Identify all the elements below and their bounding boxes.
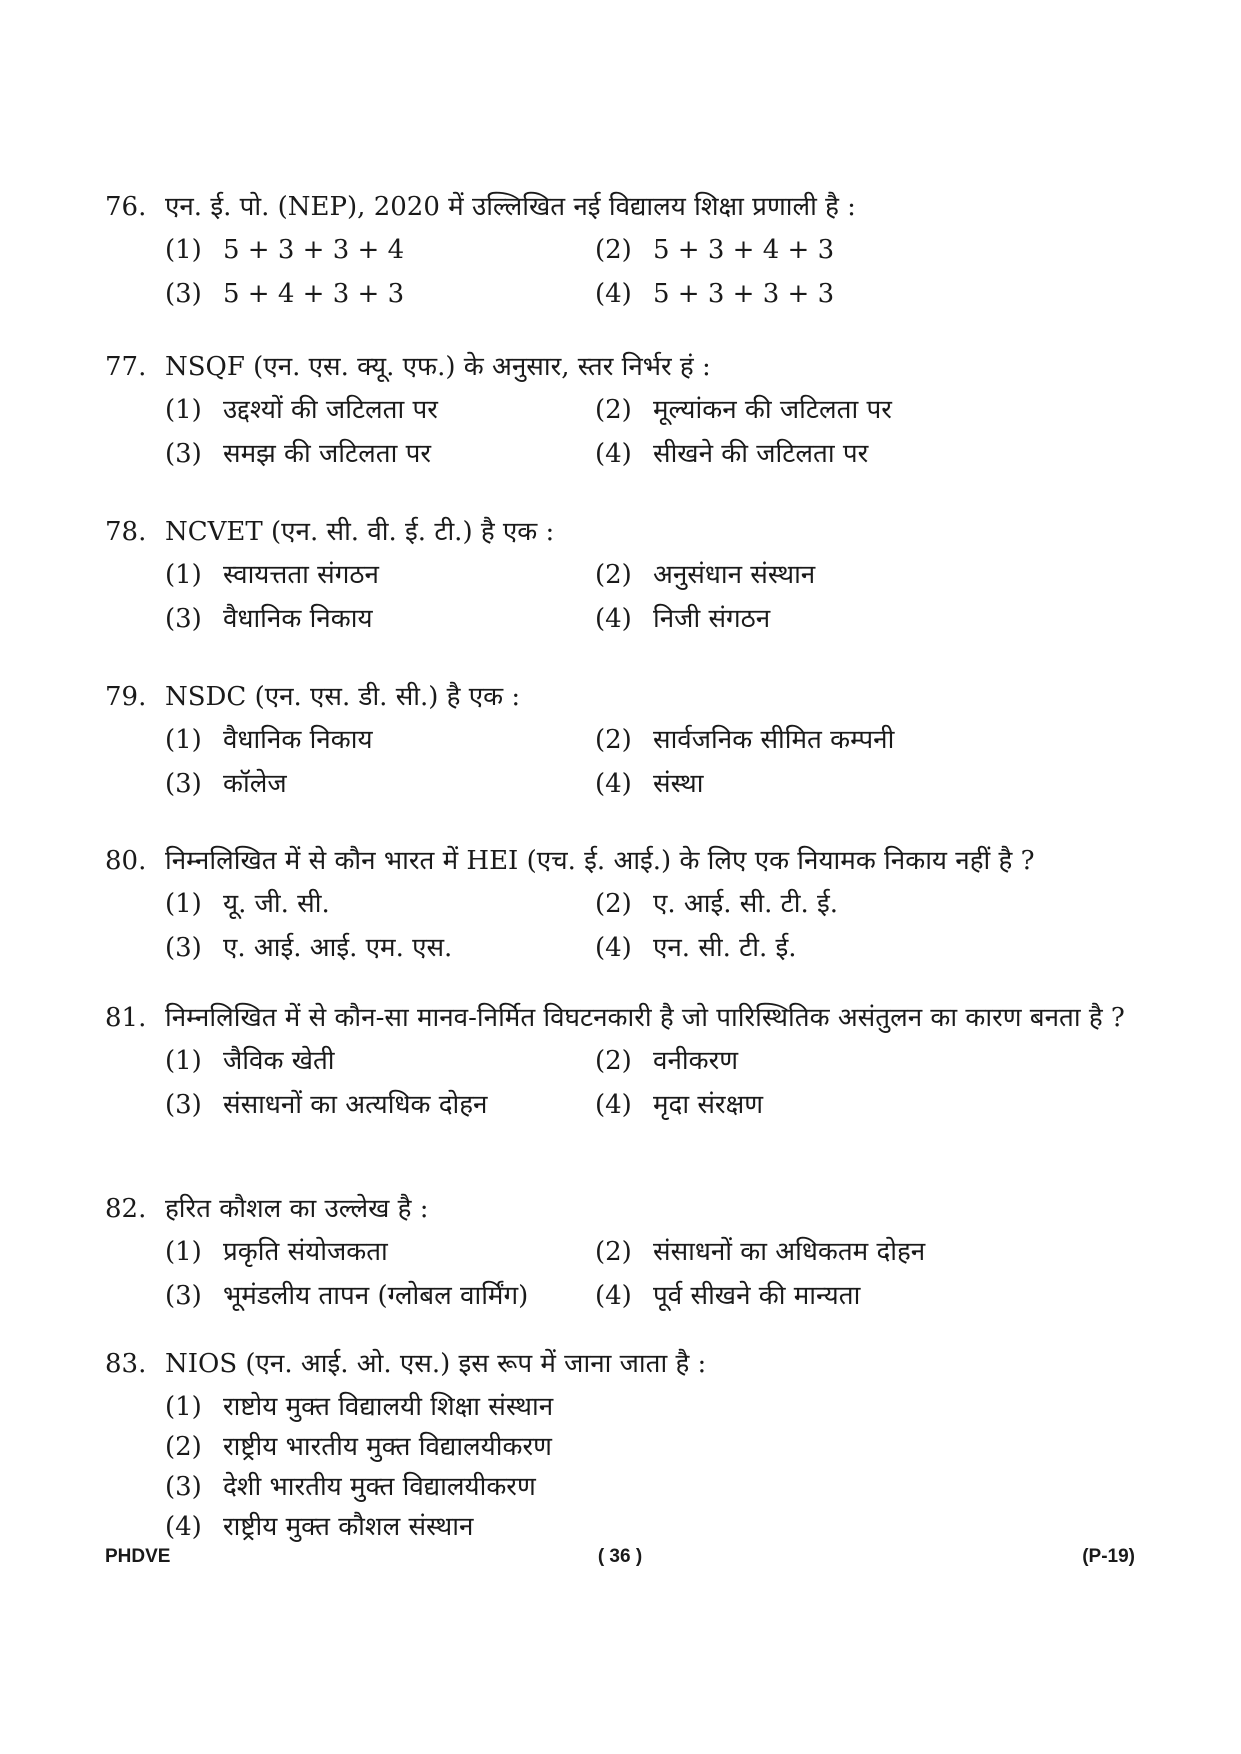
question-79 [105, 678, 1145, 804]
question-77 [105, 348, 1145, 474]
question-text: निम्नलिखित में से कौन भारत में HEI (एच. ई. आई.) के लिए एक नियामक निकाय नहीं है ? [165, 846, 1035, 876]
option-1: (1) 5 + 3 + 3 + 4 [165, 235, 405, 265]
option-3: (3) देशी भारतीय मुक्त विद्यालयीकरण [165, 1472, 536, 1502]
option-4: (4) राष्ट्रीय मुक्त कौशल संस्थान [165, 1512, 474, 1542]
question-78 [105, 513, 1145, 639]
question-text: एन. ई. पो. (NEP), 2020 में उल्लिखित नई विद्यालय शिक्षा प्रणाली है : [165, 192, 856, 222]
options [165, 720, 1145, 804]
question-text: NSDC (एन. एस. डी. सी.) है एक : [165, 682, 521, 712]
option-4: (4) एन. सी. टी. ई. [595, 933, 797, 963]
option-2: (2) वनीकरण [595, 1046, 739, 1076]
option-1: (1) वैधानिक निकाय [165, 725, 373, 755]
question-number: 80. [105, 846, 147, 876]
question-text: NIOS (एन. आई. ओ. एस.) इस रूप में जाना जाता है : [165, 1349, 707, 1379]
option-3: (3) ए. आई. आई. एम. एस. [165, 933, 453, 963]
options [165, 230, 1145, 314]
question-number: 82. [105, 1194, 147, 1224]
options [165, 884, 1145, 968]
options [165, 1232, 1145, 1316]
question-number: 78. [105, 517, 147, 547]
options [165, 390, 1145, 474]
question-83 [105, 1345, 1145, 1547]
options [165, 1041, 1145, 1125]
question-76 [105, 188, 1145, 314]
footer-paper-code: (P-19) [1082, 1546, 1135, 1567]
option-1: (1) राष्टोय मुक्त विद्यालयी शिक्षा संस्थान [165, 1392, 554, 1422]
question-number: 83. [105, 1349, 147, 1379]
option-4: (4) सीखने की जटिलता पर [595, 439, 869, 469]
question-82 [105, 1190, 1145, 1316]
question-text: हरित कौशल का उल्लेख है : [165, 1194, 429, 1224]
option-1: (1) उद्दश्यों की जटिलता पर [165, 395, 438, 425]
option-1: (1) स्वायत्तता संगठन [165, 560, 379, 590]
footer-page-number: ( 36 ) [597, 1546, 643, 1567]
option-1: (1) जैविक खेती [165, 1046, 335, 1076]
option-4: (4) 5 + 3 + 3 + 3 [595, 279, 835, 309]
option-4: (4) निजी संगठन [595, 604, 771, 634]
options [165, 1387, 1145, 1547]
option-3: (3) कॉलेज [165, 769, 287, 799]
question-81 [105, 999, 1145, 1125]
option-2: (2) ए. आई. सी. टी. ई. [595, 889, 839, 919]
option-1: (1) प्रकृति संयोजकता [165, 1237, 388, 1267]
question-number: 76. [105, 192, 147, 222]
option-4: (4) मृदा संरक्षण [595, 1090, 764, 1120]
options [165, 555, 1145, 639]
option-4: (4) पूर्व सीखने की मान्यता [595, 1281, 861, 1311]
option-3: (3) समझ की जटिलता पर [165, 439, 431, 469]
option-3: (3) वैधानिक निकाय [165, 604, 373, 634]
question-text: NCVET (एन. सी. वी. ई. टी.) है एक : [165, 517, 555, 547]
option-2: (2) अनुसंधान संस्थान [595, 560, 816, 590]
question-text: निम्नलिखित में से कौन-सा मानव-निर्मित विघटनकारी है जो पारिस्थितिक असंतुलन का कारण बनता है ? [165, 1003, 1125, 1033]
question-number: 81. [105, 1003, 147, 1033]
option-1: (1) यू. जी. सी. [165, 889, 330, 919]
option-3: (3) भूमंडलीय तापन (ग्लोबल वार्मिंग) [165, 1281, 529, 1311]
option-4: (4) संस्था [595, 769, 704, 799]
option-2: (2) 5 + 3 + 4 + 3 [595, 235, 835, 265]
option-2: (2) मूल्यांकन की जटिलता पर [595, 395, 892, 425]
option-3: (3) 5 + 4 + 3 + 3 [165, 279, 405, 309]
option-2: (2) राष्ट्रीय भारतीय मुक्त विद्यालयीकरण [165, 1432, 552, 1462]
question-80 [105, 842, 1145, 968]
question-number: 77. [105, 352, 147, 382]
question-text: NSQF (एन. एस. क्यू. एफ.) के अनुसार, स्तर निर्भर हं : [165, 352, 711, 382]
option-2: (2) संसाधनों का अधिकतम दोहन [595, 1237, 926, 1267]
option-3: (3) संसाधनों का अत्यधिक दोहन [165, 1090, 488, 1120]
option-2: (2) सार्वजनिक सीमित कम्पनी [595, 725, 895, 755]
footer-course-code: PHDVE [105, 1546, 171, 1567]
question-number: 79. [105, 682, 147, 712]
